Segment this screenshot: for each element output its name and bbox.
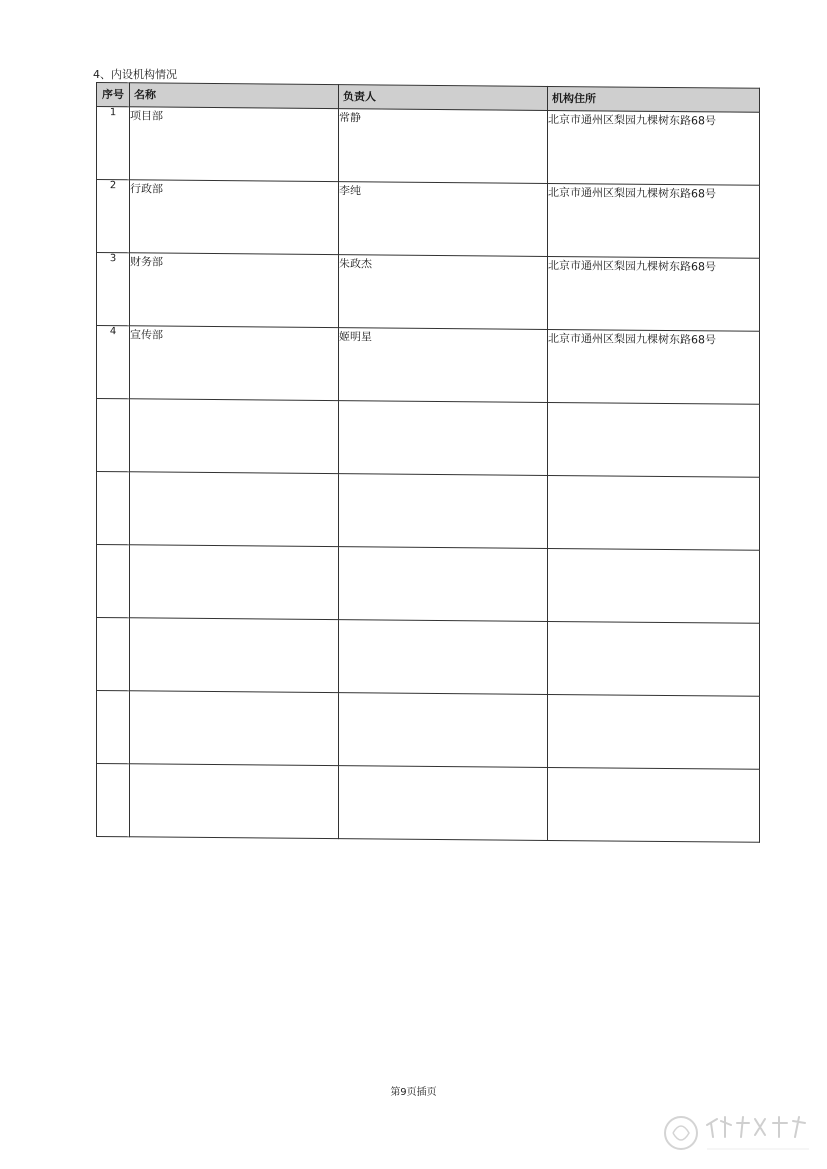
row-head — [339, 693, 548, 768]
row-no — [97, 472, 130, 545]
row-name: 项目部 — [130, 107, 339, 182]
row-address: 北京市通州区梨园九棵树东路68号 — [548, 329, 760, 404]
row-head — [339, 620, 548, 695]
section-title: 4、内设机构情况 — [93, 68, 177, 81]
row-address — [548, 694, 760, 769]
row-no: 4 — [97, 326, 130, 399]
row-head — [339, 547, 548, 622]
row-name: 财务部 — [130, 253, 339, 328]
row-address — [548, 548, 760, 623]
table-row — [97, 545, 760, 624]
org-units-table — [96, 82, 760, 843]
row-no — [97, 399, 130, 472]
row-head — [339, 766, 548, 841]
table-row — [97, 472, 760, 551]
row-head — [339, 401, 548, 476]
row-name — [130, 545, 339, 620]
row-no: 3 — [97, 253, 130, 326]
row-address: 北京市通州区梨园九棵树东路68号 — [548, 110, 760, 185]
header-address: 机构住所 — [548, 86, 760, 112]
row-address — [548, 402, 760, 477]
row-name — [130, 399, 339, 474]
row-address — [548, 475, 760, 550]
table-row — [97, 253, 760, 332]
row-name — [130, 618, 339, 693]
page-footer: 第9页插页 — [390, 1087, 437, 1098]
table-row — [97, 107, 760, 186]
row-name — [130, 764, 339, 839]
row-name: 宣传部 — [130, 326, 339, 401]
row-no — [97, 764, 130, 837]
row-head: 姬明星 — [339, 328, 548, 403]
row-head: 常静 — [339, 109, 548, 184]
row-name — [130, 472, 339, 547]
table-row — [97, 326, 760, 405]
row-no: 1 — [97, 107, 130, 180]
row-name: 行政部 — [130, 180, 339, 255]
row-head: 李纯 — [339, 182, 548, 257]
row-no: 2 — [97, 180, 130, 253]
row-name — [130, 691, 339, 766]
header-no: 序号 — [97, 83, 130, 107]
header-head: 负责人 — [339, 85, 548, 111]
row-head — [339, 474, 548, 549]
row-address — [548, 621, 760, 696]
table-row — [97, 691, 760, 770]
table-row — [97, 618, 760, 697]
row-no — [97, 618, 130, 691]
table-row — [97, 764, 760, 843]
row-no — [97, 545, 130, 618]
row-address: 北京市通州区梨园九棵树东路68号 — [548, 183, 760, 258]
museum-watermark-logo — [659, 1103, 819, 1163]
row-no — [97, 691, 130, 764]
row-address: 北京市通州区梨园九棵树东路68号 — [548, 256, 760, 331]
header-name: 名称 — [130, 83, 339, 109]
table-row — [97, 399, 760, 478]
row-head: 朱政杰 — [339, 255, 548, 330]
row-address — [548, 767, 760, 842]
table-row — [97, 180, 760, 259]
